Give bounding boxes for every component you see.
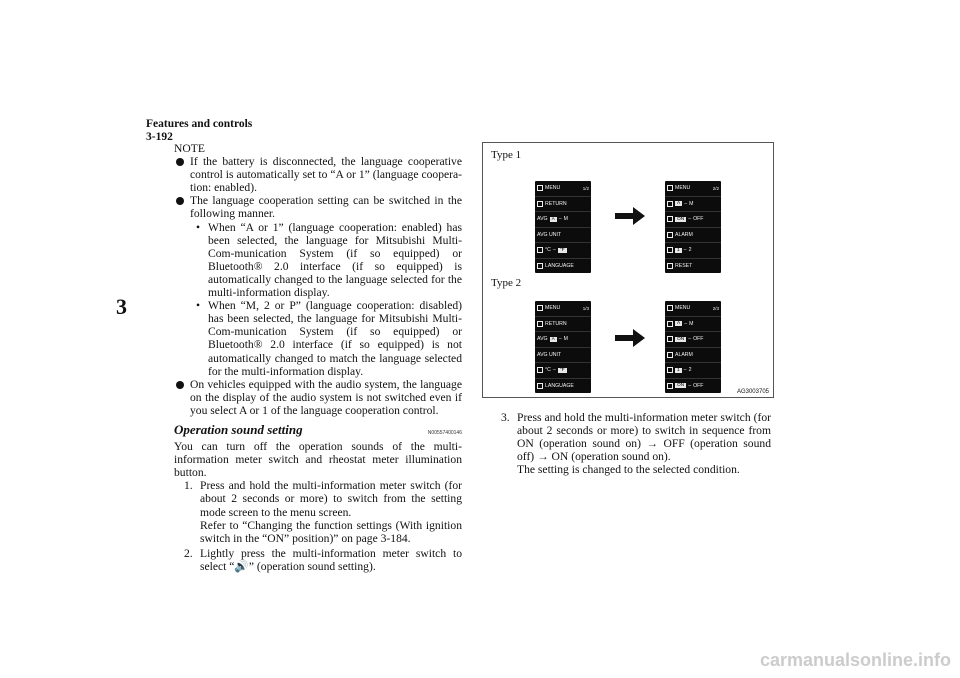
menu-icon <box>667 185 673 191</box>
headlight-icon <box>667 383 673 389</box>
display-type1-page2 <box>665 181 721 273</box>
menu-icon <box>537 185 543 191</box>
section-heading <box>174 423 462 440</box>
return-icon <box>537 201 543 207</box>
display-row: LANGUAGE <box>535 259 591 274</box>
display-row: MENU 2/3 <box>665 301 721 317</box>
display-row: AVG UNIT <box>535 348 591 364</box>
page-number: 3-192 <box>146 131 173 143</box>
display-row: RETURN <box>535 317 591 333</box>
step-item: 2. Lightly press the multi-information meter switch to select “🔊” (operation sound setting). <box>184 546 462 573</box>
return-icon <box>537 321 543 327</box>
chapter-tab: 3 <box>116 294 127 319</box>
figure-box <box>482 142 774 398</box>
note-bullet: On vehicles equipped with the audio system, the language on the display of the audio system is not switched even if you select A or 1 of the language cooperation control. <box>174 378 462 417</box>
language-icon <box>537 383 543 389</box>
left-column <box>174 142 462 573</box>
section-code: N00557400146 <box>427 429 462 436</box>
section-intro: You can turn off the operation sounds of the multi-information meter switch and rheostat meter illumination button. <box>174 440 462 480</box>
display-row: AVG A – M <box>535 212 591 228</box>
language-icon <box>537 263 543 269</box>
figure-code: AG3003705 <box>736 389 769 395</box>
display-row: A – M <box>665 317 721 333</box>
display-row: 1 – 2 <box>665 363 721 379</box>
thermometer-icon <box>537 367 543 373</box>
turn-signal-icon <box>667 367 673 373</box>
display-row: RESET <box>665 259 721 274</box>
note-bullet: If the battery is disconnected, the language cooperative control is automatically set to “A or 1” (language coopera-tion: enabled). <box>174 155 462 194</box>
display-row: MENU 1/2 <box>535 181 591 197</box>
bullet-icon <box>176 197 184 205</box>
display-row: A – M <box>665 197 721 213</box>
display-type1-page1 <box>535 181 591 273</box>
right-column <box>491 411 771 476</box>
step-item: 3. Press and hold the multi-information meter switch (for about 2 seconds or more) to switch in sequence from ON (operation sound on) → OFF (operation sound off) → ON (operation sound on). The setting is changed to the selected condition. <box>501 411 771 477</box>
note-subitem: • When “M, 2 or P” (language cooperation: disabled) has been selected, the language for Mitsubishi Multi-Com-munication System (if so equipped) or Bluetooth® 2.0 interface (if so equipped) is not automatically changed to match the language selected for the multi-information display. <box>196 299 462 378</box>
menu-icon <box>667 305 673 311</box>
sound-icon <box>667 216 673 222</box>
fuel-icon <box>667 201 673 207</box>
display-type2-page1 <box>535 301 591 393</box>
sound-icon <box>667 336 673 342</box>
bullet-icon <box>176 158 184 166</box>
alarm-icon <box>667 352 673 358</box>
thermometer-icon <box>537 247 543 253</box>
note-subitems <box>174 221 462 378</box>
fuel-icon <box>667 321 673 327</box>
menu-icon <box>537 305 543 311</box>
display-row: AVG A – M <box>535 332 591 348</box>
display-row: ON – OFF <box>665 212 721 228</box>
display-row: ON – OFF <box>665 379 721 394</box>
bullet-icon <box>176 381 184 389</box>
right-arrow-icon <box>615 207 645 225</box>
display-row: ON – OFF <box>665 332 721 348</box>
section-title: Operation sound setting <box>174 421 303 437</box>
display-row: MENU 1/3 <box>535 301 591 317</box>
turn-signal-icon <box>667 247 673 253</box>
display-type2-page2 <box>665 301 721 393</box>
display-row: 1 – 2 <box>665 243 721 259</box>
reset-icon <box>667 263 673 269</box>
display-row: ALARM <box>665 348 721 364</box>
header-title: Features and controls <box>146 118 253 130</box>
note-subitem: • When “A or 1” (language cooperation: enabled) has been selected, the language for Mitsubishi Multi-Com-munication System (if so equipped) or Bluetooth® 2.0 interface (if so equipped) is automatically changed to the language selected for the multi-information display. <box>196 220 462 300</box>
type2-label: Type 2 <box>491 277 522 289</box>
display-row: LANGUAGE <box>535 379 591 394</box>
footer-url: carmanualsonline.info <box>760 650 952 670</box>
step-item: 1. Press and hold the multi-information meter switch (for about 2 seconds or more) to switch from the setting mode screen to the menu screen. Refer to “Changing the function settings (With ignition switch in the “ON” position)” on page 3-184. <box>184 479 462 545</box>
display-row: °C – °F <box>535 243 591 259</box>
note-label: NOTE <box>174 142 205 155</box>
display-row: ALARM <box>665 228 721 244</box>
display-row: °C – °F <box>535 363 591 379</box>
display-row: RETURN <box>535 197 591 213</box>
right-arrow-icon <box>615 329 645 347</box>
display-row: AVG UNIT <box>535 228 591 244</box>
note-bullet: The language cooperation setting can be switched in the following manner. <box>174 194 462 220</box>
type1-label: Type 1 <box>491 149 522 161</box>
alarm-icon <box>667 232 673 238</box>
display-row: MENU 2/2 <box>665 181 721 197</box>
